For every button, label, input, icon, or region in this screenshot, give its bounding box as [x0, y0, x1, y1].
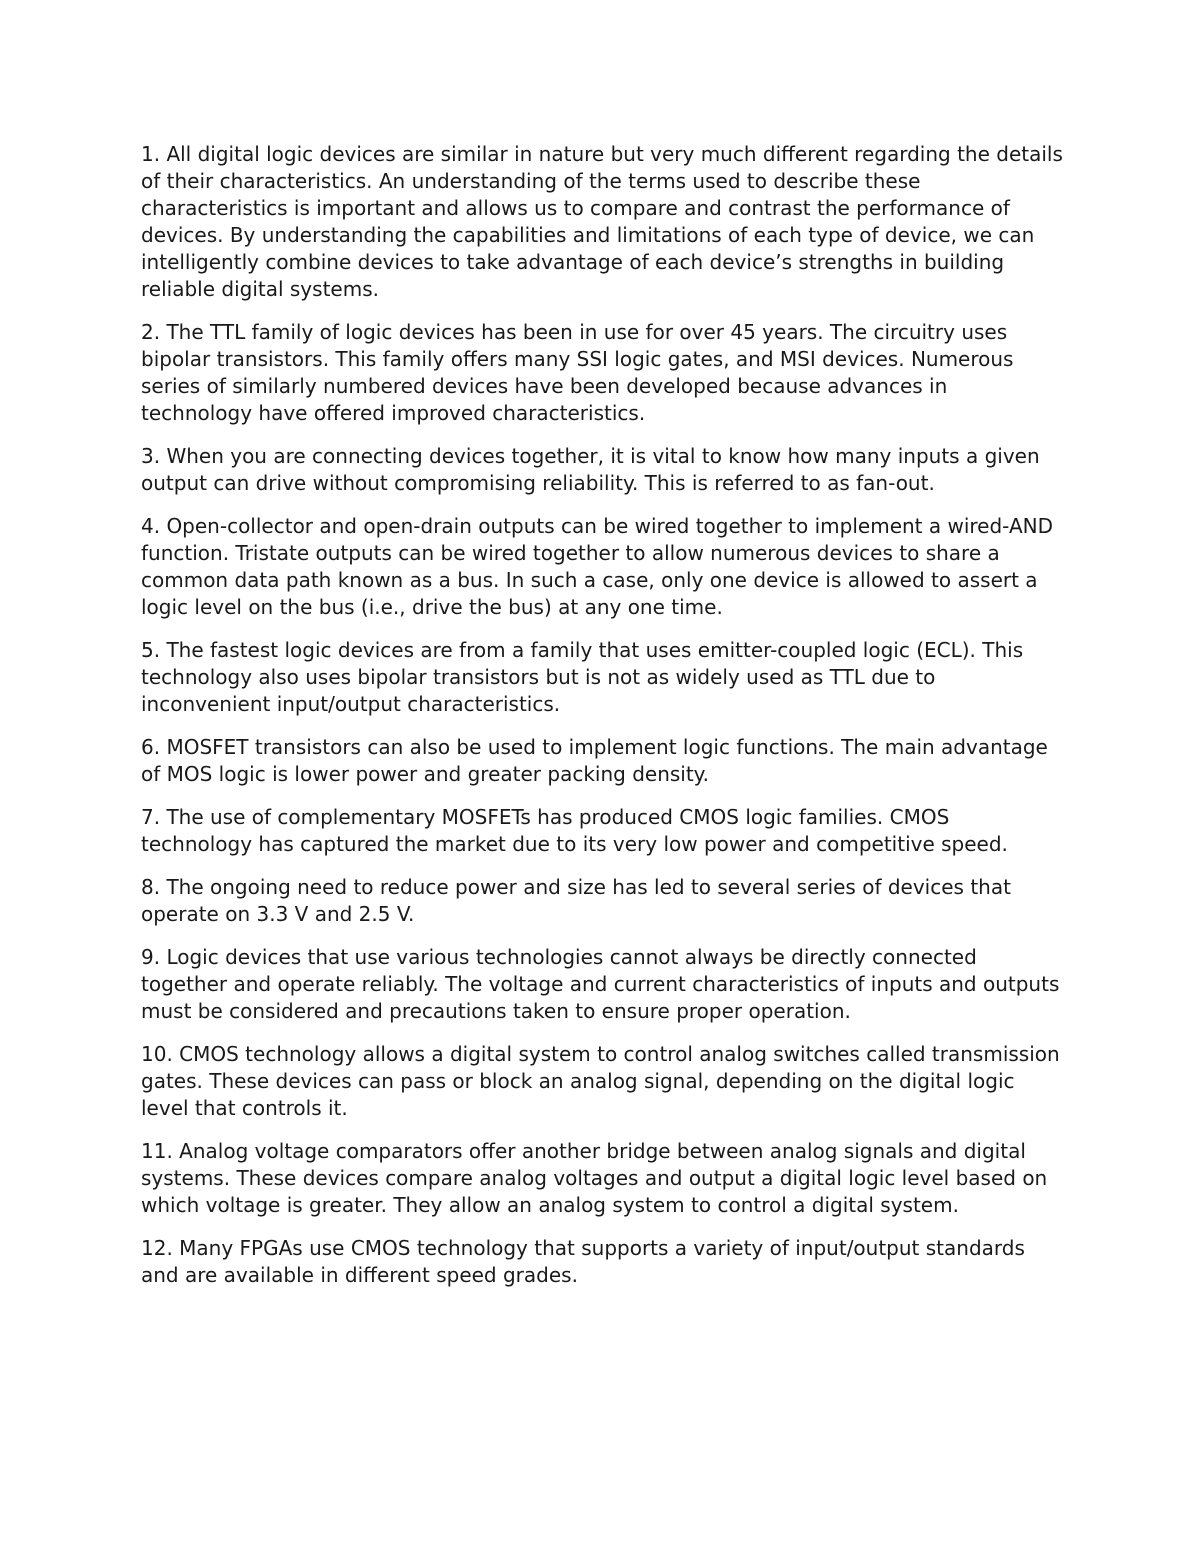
paragraph-1: 1. All digital logic devices are similar in nature but very much different regarding the details of their characteristics. An understanding of the terms used to describe these characteristics is important and allows us to compare and contrast the performance of devices. By understanding the capabilities and limitations of each type of device, we can intelligently combine devices to take advantage of each device’s strengths in building reliable digital systems.: [141, 142, 1063, 301]
paragraph-12: 12. Many FPGAs use CMOS technology that supports a variety of input/output standards and are available in different speed grades.: [141, 1236, 1025, 1287]
paragraph-8: 8. The ongoing need to reduce power and size has led to several series of devices that operate on 3.3 V and 2.5 V.: [141, 875, 1011, 926]
paragraph-11: 11. Analog voltage comparators offer another bridge between analog signals and digital systems. These devices compare analog voltages and output a digital logic level based on which voltage is greater. They allow an analog system to control a digital system.: [141, 1139, 1048, 1217]
paragraph-6: 6. MOSFET transistors can also be used to implement logic functions. The main advantage of MOS logic is lower power and greater packing density.: [141, 735, 1048, 786]
paragraph-9: 9. Logic devices that use various technologies cannot always be directly connected together and operate reliably. The voltage and current characteristics of inputs and outputs must be considered and precautions taken to ensure proper operation.: [141, 945, 1060, 1023]
paragraph-10: 10. CMOS technology allows a digital system to control analog switches called transmission gates. These devices can pass or block an analog signal, depending on the digital logic level that controls it.: [141, 1042, 1060, 1120]
paragraph-4: 4. Open-collector and open-drain outputs can be wired together to implement a wired-AND function. Tristate outputs can be wired together to allow numerous devices to share a common data path known as a bus. In such a case, only one device is allowed to assert a logic level on the bus (i.e., drive the bus) at any one time.: [141, 514, 1054, 619]
paragraph-5: 5. The fastest logic devices are from a family that uses emitter-coupled logic (ECL). This technology also uses bipolar transistors but is not as widely used as TTL due to inconvenient input/output characteristics.: [141, 638, 1024, 716]
document-page: [141, 141, 1063, 1305]
paragraph-3: 3. When you are connecting devices together, it is vital to know how many inputs a given output can drive without compromising reliability. This is referred to as fan-out.: [141, 444, 1040, 495]
paragraph-2: 2. The TTL family of logic devices has been in use for over 45 years. The circuitry uses bipolar transistors. This family offers many SSI logic gates, and MSI devices. Numerous series of similarly numbered devices have been developed because advances in technology have offered improved characteristics.: [141, 320, 1014, 425]
paragraph-7: 7. The use of complementary MOSFETs has produced CMOS logic families. CMOS technology has captured the market due to its very low power and competitive speed.: [141, 805, 1008, 856]
